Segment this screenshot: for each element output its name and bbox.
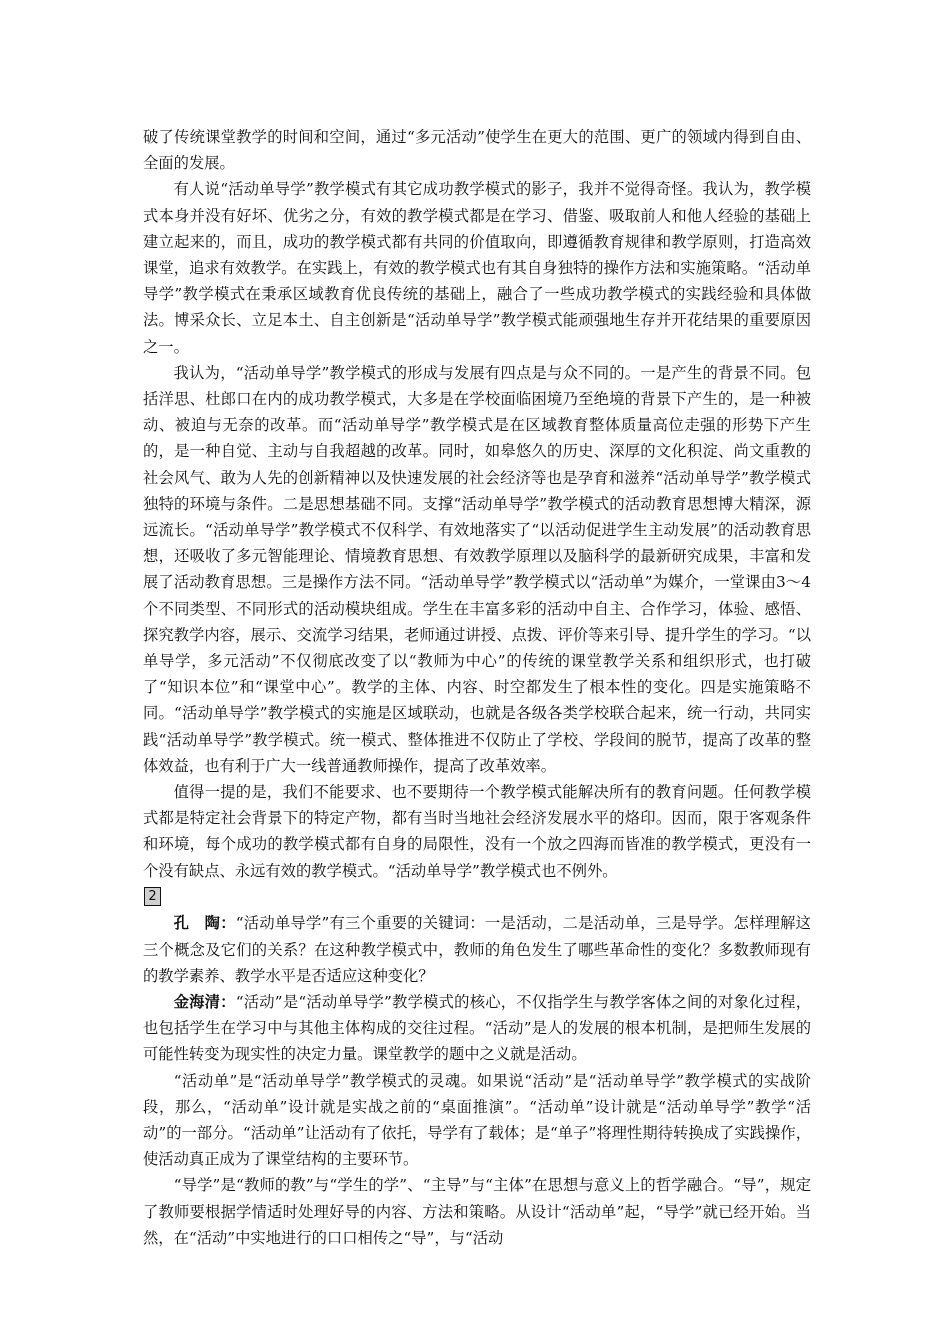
dialogue-answer [143,989,811,1068]
dialogue-question [143,910,811,989]
dialogue-text: “活动”是“活动单导学”教学模式的核心，不仅指学生与教学客体之间的对象化过程，也包括学生在学习中与其他主体构成的交往过程。“活动”是人的发展的根本机制，是把师生发展的可能性转变为现实性的决定力量。课堂教学的题中之义就是活动。 [143,993,811,1064]
speaker-name: 金海清： [173,993,236,1011]
paragraph-model-influence: 有人说“活动单导学”教学模式有其它成功教学模式的影子，我并不觉得奇怪。我认为，教学模式本身并没有好坏、优劣之分，有效的教学模式都是在学习、借鉴、吸取前人和他人经验的基础上建立起来的，而且，成功的教学模式都有共同的价值取向，即遵循教育规律和教学原则，打造高效课堂，追求有效教学。在实践上，有效的教学模式也有其自身独特的操作方法和实施策略。“活动单导学”教学模式在秉承区域教育优良传统的基础上，融合了一些成功教学模式的实践经验和具体做法。博采众长、立足本土、自主创新是“活动单导学”教学模式能顽强地生存并开花结果的重要原因之一。 [143,180,811,356]
section-marker-row [143,884,811,911]
document-page [143,124,811,1251]
dialogue-text: “活动单导学”有三个重要的关键词：一是活动，二是活动单，三是导学。怎样理解这三个概念及它们的关系？在这种教学模式中，教师的角色发生了哪些革命性的变化？多数教师现有的教学素养、教学水平是否适应这种变化？ [143,914,811,985]
paragraph-limitations: 值得一提的是，我们不能要求、也不要期待一个教学模式能解决所有的教育问题。任何教学模式都是特定社会背景下的特定产物，都有当时当地社会经济发展水平的烙印。因而，限于客观条件和环境，每个成功的教学模式都有自身的局限性，没有一个放之四海而皆准的教学模式，更没有一个没有缺点、永远有效的教学模式。“活动单导学”教学模式也不例外。 [143,783,811,880]
speaker-name: 孔 陶： [173,914,236,933]
paragraph-guided-learning: “导学”是“教师的教”与“学生的学”、“主导”与“主体”在思想与意义上的哲学融合。“导”，规定了教师要根据学情适时处理好导的内容、方法和策略。从设计“活动单”起，“导学”就已经开始。当然，在“活动”中实地进行的口口相传之“导”，与“活动 [143,1176,811,1247]
paragraph-continuation: 破了传统课堂教学的时间和空间，通过“多元活动”使学生在更大的范围、更广的领域内得到自由、全面的发展。 [143,128,811,173]
paragraph-activity-sheet: “活动单”是“活动单导学”教学模式的灵魂。如果说“活动”是“活动单导学”教学模式的实战阶段，那么，“活动单”设计就是实战之前的“桌面推演”。“活动单”设计就是“活动单导学”教学“活动”的一部分。“活动单”让活动有了依托，导学有了载体；是“单子”将理性期待转换成了实践操作，使活动真正成为了课堂结构的主要环节。 [143,1071,811,1169]
paragraph-four-differences: 我认为，“活动单导学”教学模式的形成与发展有四点是与众不同的。一是产生的背景不同。包括洋思、杜郎口在内的成功教学模式，大多是在学校面临困境乃至绝境的背景下产生的，是一种被动、被迫与无奈的改革。而“活动单导学”教学模式是在区域教育整体质量高位走强的形势下产生的，是一种自觉、主动与自我超越的改革。同时，如皋悠久的历史、深厚的文化积淀、尚文重教的社会风气、敢为人先的创新精神以及快速发展的社会经济等也是孕育和滋养“活动单导学”教学模式独特的环境与条件。二是思想基础不同。支撑“活动单导学”教学模式的活动教育思想博大精深，源远流长。“活动单导学”教学模式不仅科学、有效地落实了“以活动促进学生主动发展”的活动教育思想，还吸收了多元智能理论、情境教育思想、有效教学原理以及脑科学的最新研究成果，丰富和发展了活动教育思想。三是操作方法不同。“活动单导学”教学模式以“活动单”为媒介，一堂课由3～4个不同类型、不同形式的活动模块组成。学生在丰富多彩的活动中自主、合作学习，体验、感悟、探究教学内容，展示、交流学习结果，老师通过讲授、点拨、评价等来引导、提升学生的学习。“以单导学，多元活动”不仅彻底改变了以“教师为中心”的传统的课堂教学关系和组织形式，也打破了“知识本位”和“课堂中心”。教学的主体、内容、时空都发生了根本性的变化。四是实施策略不同。“活动单导学”教学模式的实施是区域联动，也就是各级各类学校联合起来，统一行动，共同实践“活动单导学”教学模式。统一模式、整体推进不仅防止了学校、学段间的脱节，提高了改革的整体效益，也有利于广大一线普通教师操作，提高了改革效率。 [143,363,811,775]
section-marker-box: 2 [144,887,161,906]
